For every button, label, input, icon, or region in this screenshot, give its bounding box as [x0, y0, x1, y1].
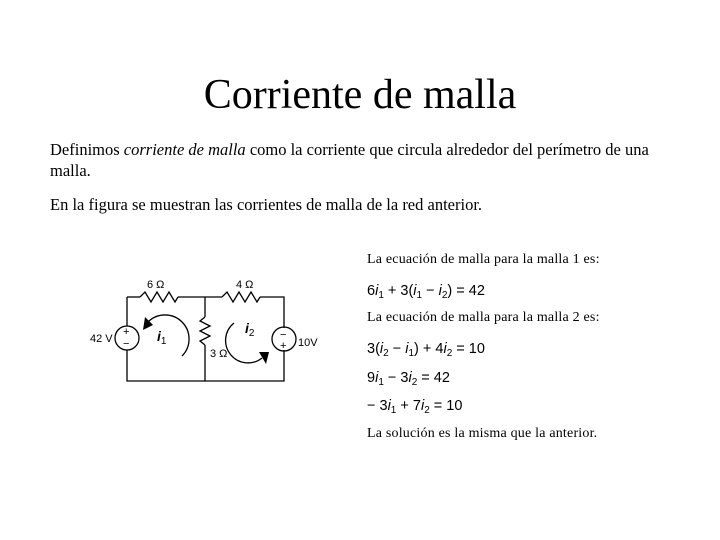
label-3ohm: 3 Ω: [210, 348, 228, 360]
source-42v-plus: +: [123, 326, 130, 338]
resistor-4ohm: [222, 292, 260, 302]
mesh1-equation-label: La ecuación de malla para la malla 1 es:: [367, 252, 600, 267]
mesh2-sub: 2: [248, 328, 255, 339]
definition-text-end: como la corriente que circula alrededor del perímetro de una malla.: [50, 140, 649, 180]
mesh1-equation: $6i_1 + 3(i_1 - i_2) = 42$: [367, 283, 485, 301]
mesh1-arrow-arc: [148, 315, 189, 356]
source-10v-minus: −: [280, 329, 287, 341]
simplified-equation-2: − $3i_1 + 7i_2 = 10$: [367, 398, 463, 416]
slide-title: Corriente de malla: [203, 72, 517, 118]
resistor-6ohm: [140, 292, 178, 302]
mesh1-label: [157, 328, 167, 347]
mesh2-equation-label: La ecuación de malla para la malla 2 es:: [367, 310, 600, 325]
mesh2-label: [245, 320, 255, 339]
mesh2-arrowhead: [259, 352, 269, 364]
mesh2-var: i: [245, 320, 249, 336]
label-6ohm: 6 Ω: [147, 279, 165, 291]
definition-emphasis: corriente de malla: [123, 140, 246, 159]
mesh1-sub: 1: [160, 336, 167, 347]
resistor-3ohm: [200, 317, 210, 345]
definition-text-start: Definimos: [50, 140, 124, 159]
solution-note: La solución es la misma que la anterior.: [367, 426, 598, 441]
mesh2-arrow-arc: [226, 323, 262, 363]
label-4ohm: 4 Ω: [236, 279, 254, 291]
mesh2-equation: $3(i_2 - i_1) + 4i_2 = 10$: [367, 341, 485, 359]
figure-paragraph: En la figura se muestran las corrientes de malla de la red anterior.: [50, 195, 483, 214]
mesh1-var: i: [157, 328, 161, 344]
label-42v: 42 V: [90, 333, 113, 345]
top-wire-right: [260, 297, 284, 328]
label-10v: 10V: [298, 337, 318, 349]
source-10v-plus: +: [280, 340, 287, 352]
source-42v-minus: −: [123, 338, 130, 350]
simplified-equation-1: $9i_1 - 3i_2 = 42$: [367, 370, 450, 388]
